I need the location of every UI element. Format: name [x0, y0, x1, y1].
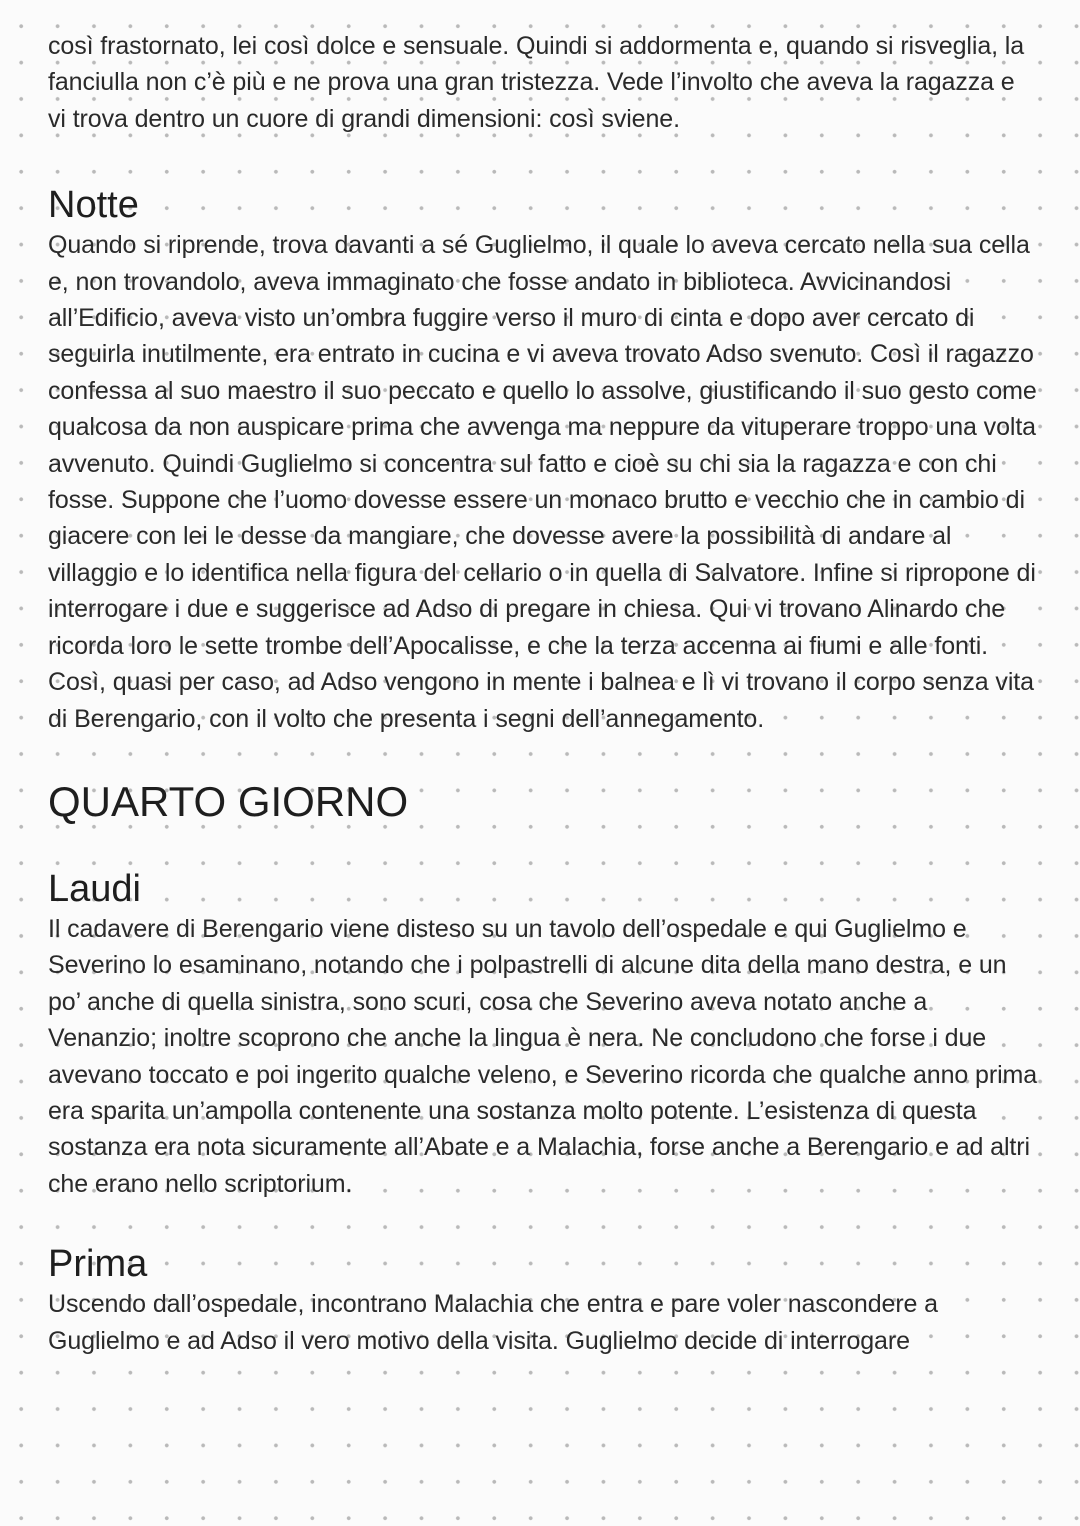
- intro-paragraph: così frastornato, lei così dolce e sensuale. Quindi si addormenta e, quando si risveglia, la fanciulla non c’è più e ne prova una gran tristezza. Vede l’involto che aveva la ragazza e vi trova dentro un cuore di grandi dimensioni: così sviene.: [48, 32, 1025, 133]
- paragraph-laudi: Il cadavere di Berengario viene disteso su un tavolo dell’ospedale e qui Guglielmo e Severino lo esaminano, notando che i polpastrelli di alcune dita della mano destra, e un po’ anche di quella sinistra, sono scuri, cosa che Severino aveva notato anche a Venanzio; inoltre scoprono che anche la lingua è nera. Ne concludono che forse i due avevano toccato e poi ingerito qualche veleno, e Severino ricorda che qualche anno prima era sparita un’ampolla contenente una sostanza molto potente. L’esistenza di questa sostanza era nota sicuramente all’Abate e a Malachia, forse anche a Berengario e ad altri che erano nello scriptorium.: [48, 914, 1038, 1198]
- spacer: [48, 1202, 1038, 1242]
- heading-laudi: Laudi: [48, 867, 141, 910]
- document-page: [48, 28, 1038, 1359]
- section-notte: [48, 183, 1038, 737]
- section-laudi: [48, 867, 1038, 1202]
- section-title-quarto-giorno: QUARTO GIORNO: [48, 777, 409, 825]
- spacer: [48, 737, 1038, 777]
- heading-prima: Prima: [48, 1243, 148, 1286]
- spacer: [48, 137, 1038, 183]
- section-prima: [48, 1242, 1038, 1359]
- spacer: [48, 827, 1038, 867]
- heading-notte: Notte: [48, 184, 139, 227]
- paragraph-notte: Quando si riprende, trova davanti a sé Guglielmo, il quale lo aveva cercato nella sua cella e, non trovandolo, aveva immaginato che fosse andato in biblioteca. Avvicinandosi all’Edificio, aveva visto un’ombra fuggire verso il muro di cinta e dopo aver cercato di seguirla inutilmente, era entrato in cucina e vi aveva trovato Adso svenuto. Così il ragazzo confessa al suo maestro il suo peccato e quello lo assolve, giustificando il suo gesto come qualcosa da non auspicare prima che avvenga ma neppure da vituperare troppo una volta avvenuto. Quindi Guglielmo si concentra sul fatto e cioè su chi sia la ragazza e con chi fosse. Suppone che l’uomo dovesse essere un monaco brutto e vecchio che in cambio di giacere con lei le desse da mangiare, che dovesse avere la possibilità di andare al villaggio e lo identifica nella figura del cellario o in quella di Salvatore. Infine si ripropone di interrogare i due e suggerisce ad Adso di pregare in chiesa. Qui vi trovano Alinardo che ricorda loro le sette trombe dell’Apocalisse, e che la terza accenna ai fiumi e alle fonti. Così, quasi per caso, ad Adso vengono in mente i balnea e lì vi trovano il corpo senza vita di Berengario, con il volto che presenta i segni dell’annegamento.: [48, 231, 1037, 733]
- paragraph-prima: Uscendo dall’ospedale, incontrano Malachia che entra e pare voler nascondere a Guglielmo e ad Adso il vero motivo della visita. Guglielmo decide di interrogare: [48, 1290, 938, 1355]
